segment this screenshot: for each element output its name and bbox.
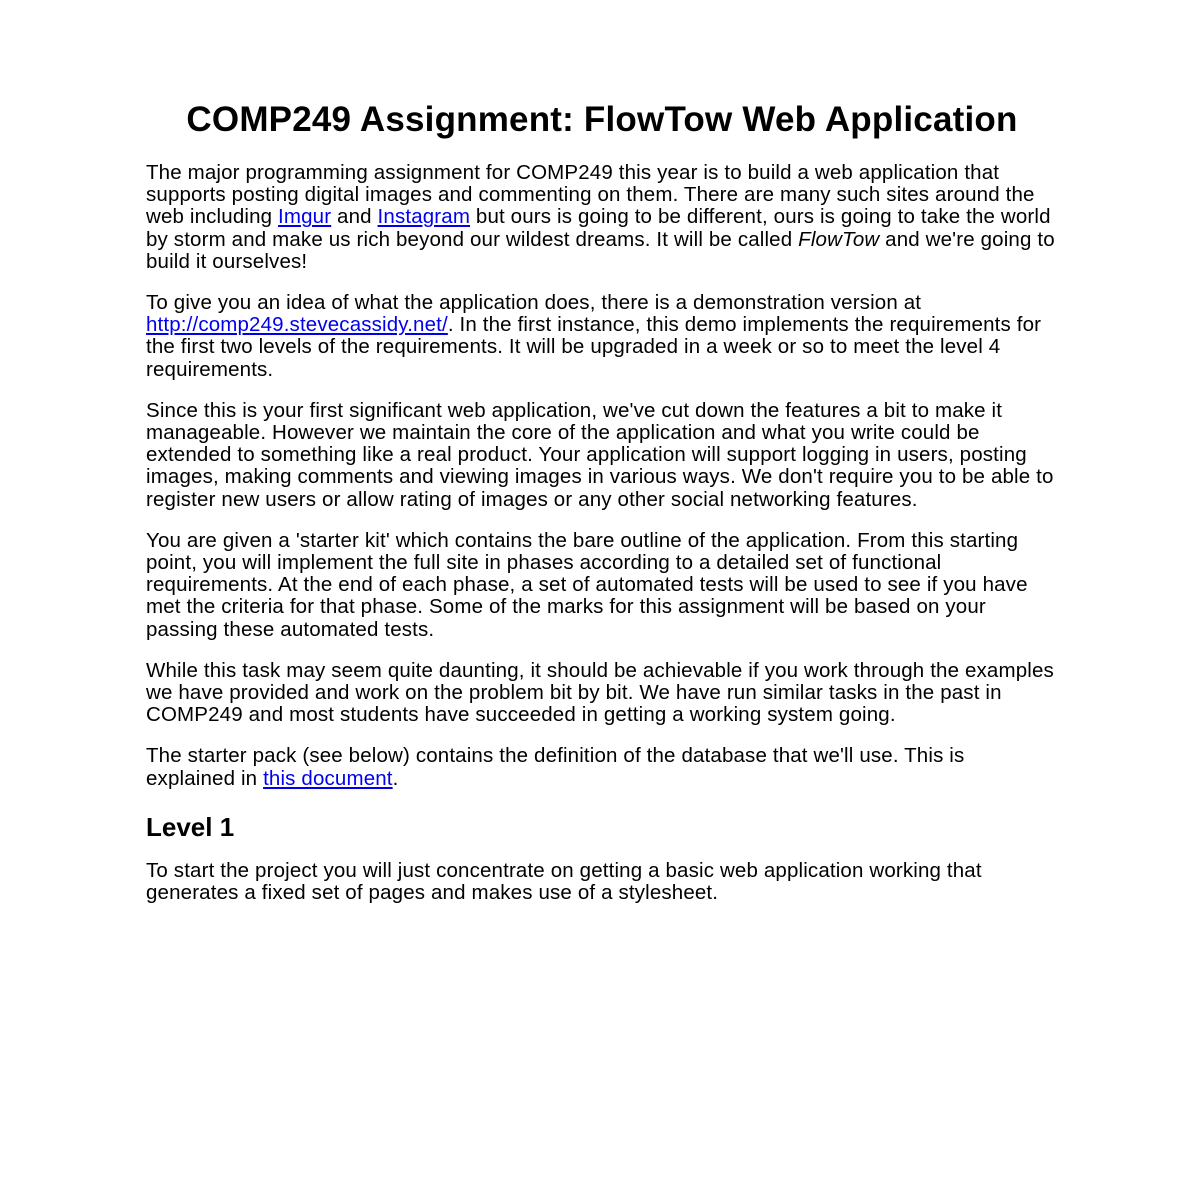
- intro-paragraph: [146, 162, 1058, 273]
- demo-site-link[interactable]: http://comp249.stevecassidy.net/: [146, 313, 448, 337]
- document-body: [146, 100, 1058, 923]
- intro-text-3: but ours is going to be different, ours is going to take the world by storm and make us rich beyond our wildest dreams. It will be called: [146, 205, 1051, 251]
- daunting-paragraph: While this task may seem quite daunting, it should be achievable if you work through the examples we have provided and work on the problem bit by bit. We have run similar tasks in the past in COMP249 and most students have succeeded in getting a working system going.: [146, 658, 1054, 727]
- level-1-paragraph: To start the project you will just concentrate on getting a basic web application working that generates a fixed set of pages and makes use of a stylesheet.: [146, 858, 982, 905]
- database-text-2: .: [392, 766, 399, 790]
- intro-text-2: and: [331, 205, 378, 229]
- scope-paragraph: Since this is your first significant web application, we've cut down the features a bit to make it manageable. However we maintain the core of the application and what you write could be extended to something like a real product. Your application will support logging in users, posting images, making comments and viewing images in various ways. We don't require you to be able to register new users or allow rating of images or any other social networking features.: [146, 398, 1054, 511]
- database-paragraph: [146, 745, 1058, 789]
- instagram-link[interactable]: Instagram: [377, 205, 471, 229]
- demo-text-1: To give you an idea of what the application does, there is a demonstration version at: [146, 291, 922, 315]
- demo-text-2: . In the first instance, this demo implements the requirements for the first two levels of the requirements. It will be upgraded in a week or so to meet the level 4 requirements.: [146, 313, 1042, 381]
- level-1-heading: Level 1: [146, 811, 235, 842]
- flowtow-emphasis: FlowTow: [798, 227, 880, 251]
- intro-text-1: The major programming assignment for COMP249 this year is to build a web application that supports posting digital images and commenting on them. There are many such sites around the web including: [146, 161, 1035, 229]
- demo-paragraph: [146, 292, 1058, 381]
- page-title: COMP249 Assignment: FlowTow Web Application: [186, 100, 1018, 139]
- this-document-link[interactable]: this document: [263, 766, 393, 790]
- intro-text-4: and we're going to build it ourselves!: [146, 227, 1055, 273]
- imgur-link[interactable]: Imgur: [278, 205, 332, 229]
- database-text-1: The starter pack (see below) contains the definition of the database that we'll use. This is explained in: [146, 744, 965, 790]
- starter-kit-paragraph: You are given a 'starter kit' which contains the bare outline of the application. From this starting point, you will implement the full site in phases according to a detailed set of functional requirements. At the end of each phase, a set of automated tests will be used to see if you have met the criteria for that phase. Some of the marks for this assignment will be based on your passing these automated tests.: [146, 528, 1028, 641]
